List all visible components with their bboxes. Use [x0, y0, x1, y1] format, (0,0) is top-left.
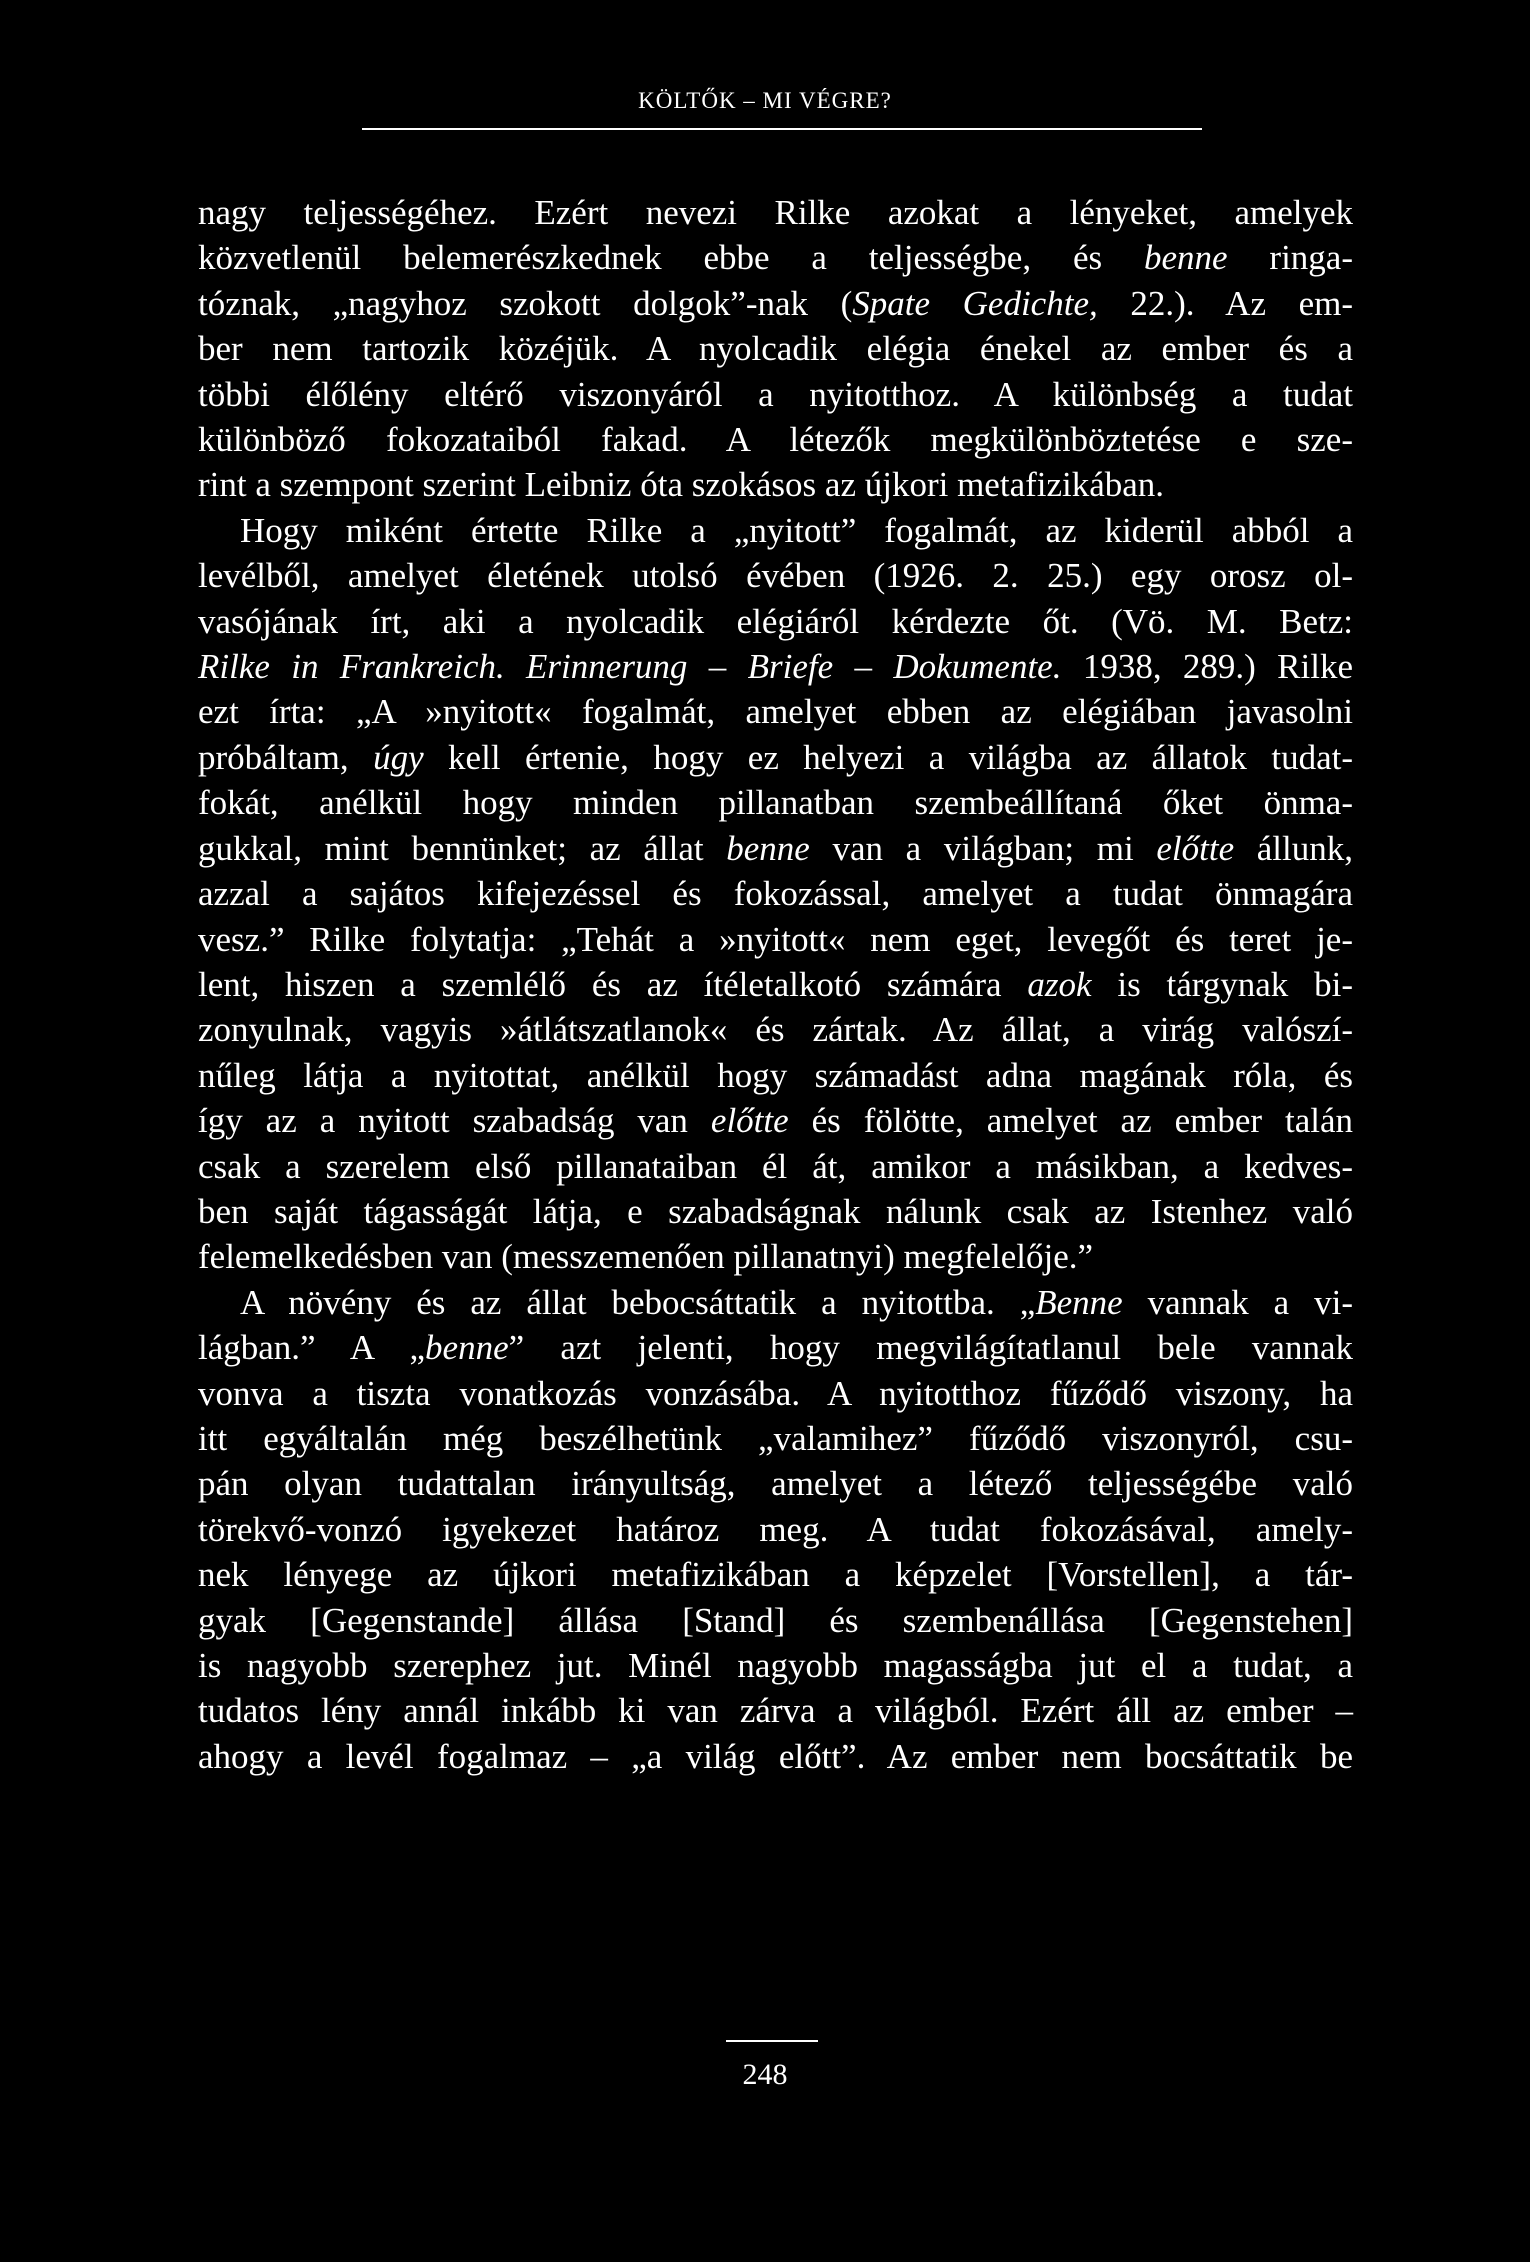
- text-line: többi élőlény eltérő viszonyáról a nyitotthoz. A különbség a tudat: [198, 374, 1353, 414]
- text-line: nűleg látja a nyitottat, anélkül hogy számadást adna magának róla, és: [198, 1055, 1353, 1095]
- page-number: 248: [742, 2058, 788, 2091]
- text-line: Rilke in Frankreich. Erinnerung – Briefe – Dokumente. 1938, 289.) Rilke: [198, 647, 1353, 687]
- text-line: csak a szerelem első pillanataiban él át, amikor a másikban, a kedves-: [198, 1146, 1353, 1186]
- text-line: tudatos lény annál inkább ki van zárva a világból. Ezért áll az ember –: [198, 1691, 1353, 1731]
- text-line: levélből, amelyet életének utolsó évében (1926. 2. 25.) egy orosz ol-: [198, 556, 1353, 596]
- text-line: vonva a tiszta vonatkozás vonzásába. A nyitotthoz fűződő viszony, ha: [198, 1373, 1353, 1413]
- text-line: felemelkedésben van (messzemenően pillanatnyi) megfelelője.”: [198, 1237, 1094, 1277]
- text-line: törekvő-vonzó igyekezet határoz meg. A tudat fokozásával, amely-: [198, 1509, 1353, 1549]
- text-line: ber nem tartozik közéjük. A nyolcadik elégia énekel az ember és a: [198, 329, 1353, 369]
- text-line: így az a nyitott szabadság van előtte és fölötte, amelyet az ember talán: [198, 1101, 1353, 1141]
- text-line: is nagyobb szerephez jut. Minél nagyobb magasságba jut el a tudat, a: [198, 1646, 1353, 1685]
- text-line: próbáltam, úgy kell értenie, hogy ez helyezi a világba az állatok tudat-: [198, 737, 1353, 777]
- text-line: zonyulnak, vagyis »átlátszatlanok« és zártak. Az állat, a virág valószí-: [198, 1010, 1353, 1050]
- text-line: rint a szempont szerint Leibniz óta szokásos az újkori metafizikában.: [198, 465, 1165, 505]
- text-line: lent, hiszen a szemlélő és az ítéletalkotó számára azok is tárgynak bi-: [198, 964, 1354, 1004]
- text-line: tóznak, „nagyhoz szokott dolgok”-nak (Spate Gedichte, 22.). Az em-: [198, 283, 1353, 323]
- text-line: ben saját tágasságát látja, e szabadságnak nálunk csak az Istenhez való: [198, 1191, 1353, 1231]
- text-line: fokát, anélkül hogy minden pillanatban szembeállítaná őket önma-: [198, 783, 1353, 823]
- text-line: pán olyan tudattalan irányultság, amelyet a létező teljességébe való: [198, 1464, 1353, 1504]
- text-line: vesz.” Rilke folytatja: „Tehát a »nyitott« nem eget, levegőt és teret je-: [198, 919, 1353, 959]
- text-line: ahogy a levél fogalmaz – „a világ előtt”. Az ember nem bocsáttatik be: [198, 1736, 1353, 1776]
- text-line: gyak [Gegenstande] állása [Stand] és szembenállása [Gegenstehen]: [198, 1600, 1353, 1640]
- text-line: vasójának írt, aki a nyolcadik elégiáról kérdezte őt. (Vö. M. Betz:: [198, 601, 1353, 641]
- footer-rule: [726, 2040, 818, 2042]
- running-head: KÖLTŐK – MI VÉGRE?: [638, 88, 892, 113]
- text-line: Hogy miként értette Rilke a „nyitott” fogalmát, az kiderül abból a: [240, 510, 1353, 550]
- text-line: különböző fokozataiból fakad. A létezők megkülönböztetése e sze-: [198, 420, 1353, 460]
- text-line: nek lényege az újkori metafizikában a képzelet [Vorstellen], a tár-: [198, 1555, 1353, 1595]
- text-line: azzal a sajátos kifejezéssel és fokozással, amelyet a tudat önmagára: [198, 874, 1353, 914]
- body-text: [198, 190, 1353, 1779]
- text-line: itt egyáltalán még beszélhetünk „valamihez” fűződő viszonyról, csu-: [198, 1418, 1353, 1458]
- text-line: közvetlenül belemerészkednek ebbe a teljességbe, és benne ringa-: [198, 238, 1353, 278]
- text-line: A növény és az állat bebocsáttatik a nyitottba. „Benne vannak a vi-: [240, 1282, 1353, 1322]
- text-line: lágban.” A „benne” azt jelenti, hogy megvilágítatlanul bele vannak: [198, 1328, 1353, 1368]
- text-line: gukkal, mint bennünket; az állat benne van a világban; mi előtte állunk,: [198, 828, 1353, 868]
- header-rule: [362, 128, 1202, 130]
- text-line: nagy teljességéhez. Ezért nevezi Rilke azokat a lényeket, amelyek: [198, 193, 1353, 232]
- text-line: ezt írta: „A »nyitott« fogalmát, amelyet ebben az elégiában javasolni: [198, 692, 1353, 732]
